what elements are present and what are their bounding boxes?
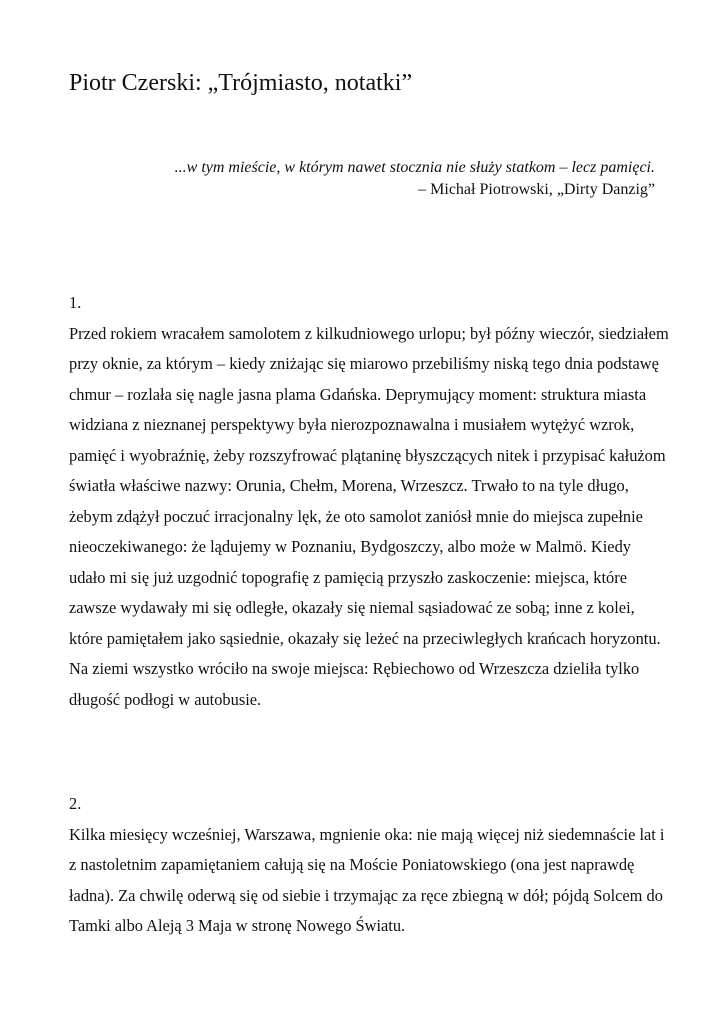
epigraph-attribution: – Michał Piotrowski, „Dirty Danzig” xyxy=(418,181,655,198)
epigraph xyxy=(69,157,655,201)
section-paragraph: Kilka miesięcy wcześniej, Warszawa, mgnienie oka: nie mają więcej niż siedemnaście lat i z nastoletnim zapamiętaniem całują się na Moście Poniatowskiego (ona jest naprawdę ładna). Za chwilę oderwą się od siebie i trzymając za ręce zbiegną w dół; pójdą Solcem do Tamki albo Aleją 3 Maja w stronę Nowego Światu. xyxy=(69,824,665,935)
section-1 xyxy=(69,288,669,715)
section-number: 2. xyxy=(69,794,82,813)
document-title: Piotr Czerski: „Trójmiasto, notatki” xyxy=(69,70,413,96)
section-paragraph: Przed rokiem wracałem samolotem z kilkudniowego urlopu; był późny wieczór, siedziałem przy oknie, za którym – kiedy zniżając się miarowo przebiliśmy niską tego dnia podstawę chmur – rozlała się nagle jasna plama Gdańska. Deprymujący moment: struktura miasta widziana z nieznanej perspektywy była nierozpoznawalna i musiałem wytężyć wzrok, pamięć i wyobraźnię, żeby rozszyfrować plątaninę błyszczących nitek i przypisać kałużom światła właściwe nazwy: Orunia, Chełm, Morena, Wrzeszcz. Trwało to na tyle długo, żebym zdążył poczuć irracjonalny lęk, że oto samolot zaniósł mnie do miejsca zupełnie nieoczekiwanego: że lądujemy w Poznaniu, Bydgoszczy, albo może w Malmö. Kiedy udało mi się już uzgodnić topografię z pamięcią przyszło zaskoczenie: miejsca, które zawsze wydawały mi się odległe, okazały się niemal sąsiadować ze sobą; inne z kolei, które pamiętałem jako sąsiednie, okazały się leżeć na przeciwległych krańcach horyzontu. Na ziemi wszystko wróciło na swoje miejsca: Rębiechowo od Wrzeszcza dzieliła tylko długość podłogi w autobusie. xyxy=(69,323,669,709)
epigraph-quote: ...w tym mieście, w którym nawet stocznia nie służy statkom – lecz pamięci. xyxy=(174,159,655,176)
section-number: 1. xyxy=(69,293,82,312)
section-2 xyxy=(69,789,669,942)
